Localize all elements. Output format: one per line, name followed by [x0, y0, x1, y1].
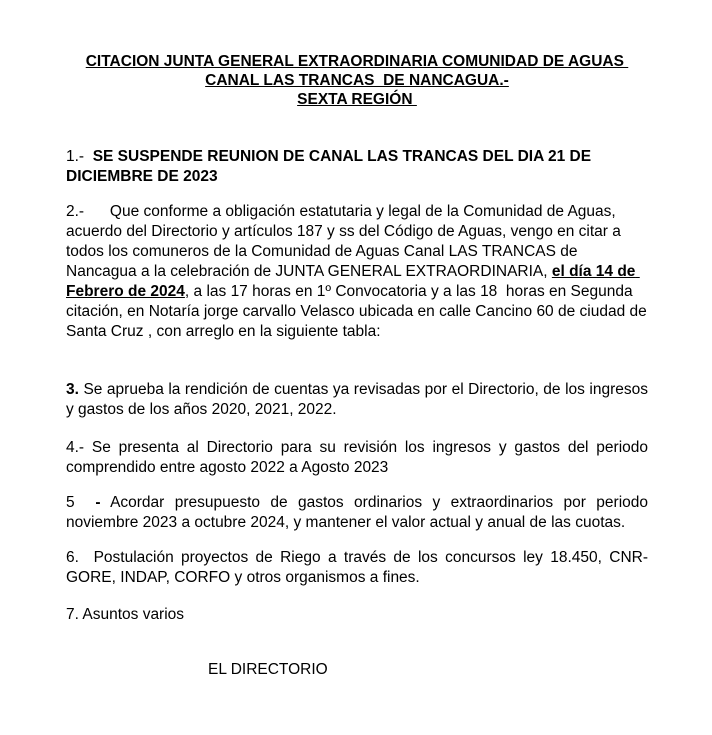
item-3-text: Se aprueba la rendición de cuentas ya revisadas por el Directorio, de los ingresos y gastos de los años 2020, 2021, 2022.	[66, 381, 653, 418]
item-2-text-before: 2.- Que conforme a obligación estatutaria y legal de la Comunidad de Aguas, acuerdo del Directorio y artículos 187 y ss del Código de Aguas, vengo en citar a todos los comuneros de la Comunidad de Aguas Canal LAS TRANCAS de Nancagua a la celebración de JUNTA GENERAL EXTRAORDINARIA,	[66, 203, 626, 280]
item-5-text: Acordar presupuesto de gastos ordinarios y extraordinarios por periodo noviembre 2023 a octubre 2024, y mantener el valor actual y anual de las cuotas.	[66, 494, 653, 531]
item-5-dash: -	[95, 494, 101, 511]
title-line-1-text: CITACION JUNTA GENERAL EXTRAORDINARIA COMUNIDAD DE AGUAS	[85, 53, 629, 70]
signature-line	[66, 660, 648, 680]
document-title	[66, 52, 648, 109]
item-5-number: 5	[66, 494, 96, 511]
item-2-convocation-paragraph	[66, 202, 652, 342]
item-7-agenda-misc	[66, 605, 648, 625]
item-6-agenda-projects	[66, 548, 648, 588]
title-line-2-text: CANAL LAS TRANCAS DE NANCAGUA.-	[205, 72, 509, 89]
item-4-text: 4.- Se presenta al Directorio para su revisión los ingresos y gastos del periodo comprendido entre agosto 2022 a Agosto 2023	[66, 439, 653, 476]
item-1-bold-text: SE SUSPENDE REUNION DE CANAL LAS TRANCAS DEL DIA 21 DE DICIEMBRE DE 2023	[66, 148, 596, 185]
title-line-1	[66, 52, 648, 71]
item-2-text-after: , a las 17 horas en 1º Convocatoria y a las 18 horas en Segunda citación, en Notaría jorge carvallo Velasco ubicada en calle Cancino 60 de ciudad de Santa Cruz , con arreglo en la siguiente tabla:	[66, 283, 652, 340]
item-1-number: 1.-	[66, 148, 93, 165]
title-line-2	[66, 71, 648, 90]
item-4-agenda-review	[66, 438, 653, 478]
item-6-text: 6. Postulación proyectos de Riego a través de los concursos ley 18.450, CNR-GORE, INDAP, CORFO y otros organismos a fines.	[66, 549, 648, 586]
item-3-number: 3.	[66, 381, 79, 398]
title-line-3-text: SEXTA REGIÓN	[297, 91, 417, 108]
item-1-suspension-notice	[66, 147, 648, 187]
meeting-date-highlight: el día 14 de Febrero de 2024	[66, 263, 640, 300]
signature-text: EL DIRECTORIO	[208, 661, 328, 678]
item-7-text: 7. Asuntos varios	[66, 606, 185, 623]
item-5-agenda-budget	[66, 493, 653, 533]
item-3-agenda-accounts	[66, 380, 653, 420]
title-line-3	[66, 90, 648, 109]
